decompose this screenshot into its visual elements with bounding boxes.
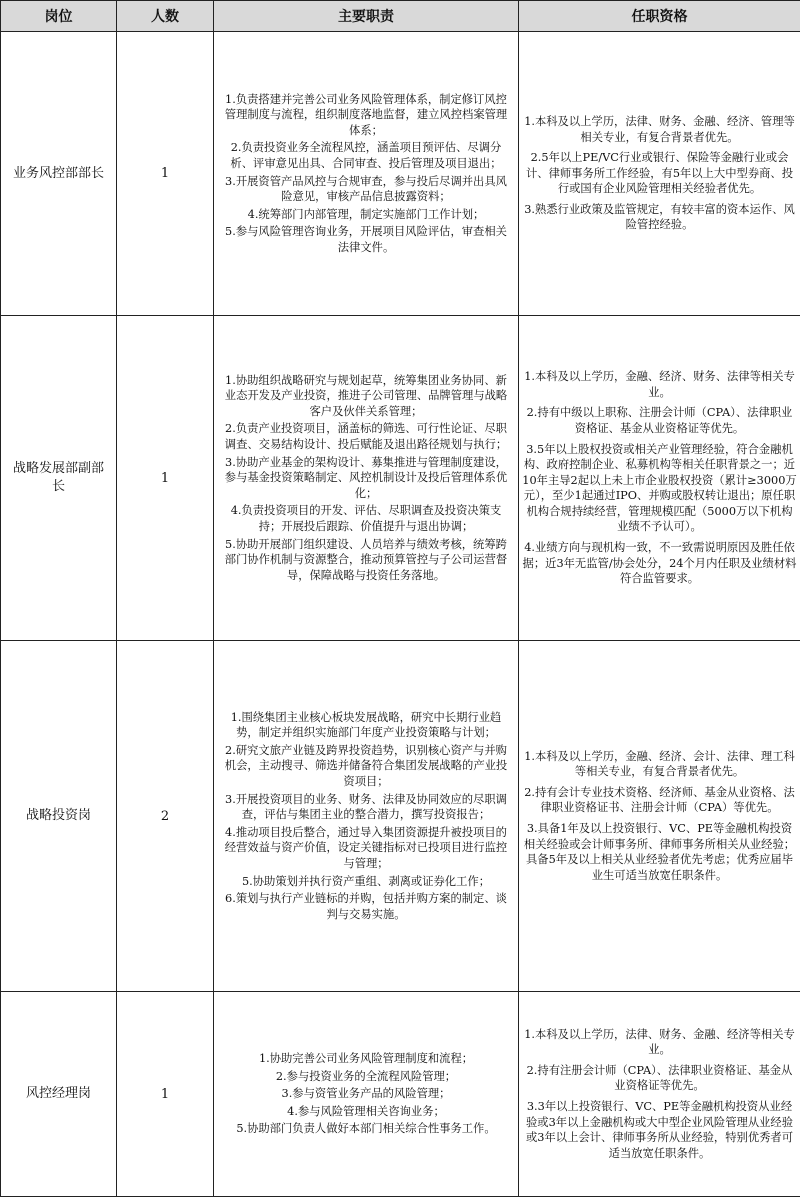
qualifications-cell — [519, 316, 800, 641]
post-cell: 战略发展部副部长 — [1, 316, 117, 641]
post-cell: 业务风控部部长 — [1, 32, 117, 316]
qualifications-cell — [519, 32, 800, 316]
header-row — [1, 1, 800, 32]
table-row — [1, 641, 800, 992]
duty-item: 1.围绕集团主业核心板块发展战略，研究中长期行业趋势，制定并组织实施部门年度产业投资策略与计划； — [230, 710, 502, 740]
duty-item: 5.参与风险管理咨询业务，开展项目风险评估，审查相关法律文件。 — [225, 225, 507, 254]
duties-cell — [214, 992, 519, 1197]
qualification-item: 3.5年以上股权投资或相关产业管理经验，符合金融机构、政府控制企业、私募机构等相关任职背景之一；近10年主导2起以上未上市企业股权投资（累计≥3000万元），至少1起通过IPO、并购或股权转让退出；原任职机构合规持续经营，管理规模匹配（5000万以下机构业绩不予认可）。 — [522, 442, 797, 534]
qualification-item: 3.熟悉行业政策及监管规定，有较丰富的资本运作、风险管控经验。 — [524, 202, 795, 232]
duty-item: 2.负责投资业务全流程风控，涵盖项目预评估、尽调分析、评审意见出具、合同审查、投后管理及项目退出； — [230, 141, 502, 170]
table-row — [1, 992, 800, 1197]
header-duties: 主要职责 — [214, 1, 519, 32]
post-cell: 战略投资岗 — [1, 641, 117, 992]
qualification-item: 2.持有会计专业技术资格、经济师、基金从业资格、法律职业资格证书、注册会计师（CPA）等优先。 — [524, 785, 795, 815]
duty-item: 5.协助部门负责人做好本部门相关综合性事务工作。 — [236, 1122, 496, 1136]
qualification-item: 1.本科及以上学历，金融、经济、会计、法律、理工科等相关专业，有复合背景者优先。 — [524, 749, 795, 779]
qualification-item: 2.持有中级以上职称、注册会计师（CPA）、法律职业资格证、基金从业资格证等优先。 — [526, 406, 793, 435]
qualification-item: 1.本科及以上学历，法律、财务、金融、经济等相关专业。 — [524, 1027, 795, 1057]
duty-item: 4.负责投资项目的开发、评估、尽职调查及投资决策支持；开展投后跟踪、价值提升与退出协调； — [230, 504, 502, 533]
table-row — [1, 32, 800, 316]
duty-item: 3.开展投资项目的业务、财务、法律及协同效应的尽职调查，评估与集团主业的整合潜力，撰写投资报告； — [225, 792, 507, 822]
duty-item: 4.统筹部门内部管理，制定实施部门工作计划； — [247, 207, 485, 221]
duty-item: 2.研究文旅产业链及跨界投资趋势，识别核心资产与并购机会，主动搜寻、筛选并储备符合集团发展战略的产业投资项目； — [224, 743, 508, 789]
duty-item: 3.协助产业基金的架构设计、募集推进与管理制度建设，参与基金投资策略制定、风控机制设计及投后管理体系优化； — [224, 455, 508, 500]
qualification-item: 1.本科及以上学历，法律、财务、金融、经济、管理等相关专业，有复合背景者优先。 — [524, 114, 795, 144]
post-cell: 风控经理岗 — [1, 992, 117, 1197]
qualification-item: 4.业绩方向与现机构一致，不一致需说明原因及胜任依据；近3年无监管/协会处分，24个月内任职及业绩材料符合监管要求。 — [522, 541, 797, 586]
qualification-item: 2.持有注册会计师（CPA）、法律职业资格证、基金从业资格证等优先。 — [526, 1063, 793, 1093]
duty-item: 1.协助完善公司业务风险管理制度和流程； — [258, 1052, 474, 1066]
count-cell: 1 — [117, 316, 214, 641]
count-cell: 1 — [117, 32, 214, 316]
header-count: 人数 — [117, 1, 214, 32]
duty-item: 4.推动项目投后整合，通过导入集团资源提升被投项目的经营效益与资产价值，设定关键指标对已投项目进行监控与管理； — [224, 825, 508, 870]
duty-item: 1.协助组织战略研究与规划起草，统筹集团业务协同、新业态开发及产业投资，推进子公司管理、品牌管理与战略客户及伙伴关系管理； — [224, 373, 508, 418]
qualification-item: 3.具备1年及以上投资银行、VC、PE等金融机构投资相关经验或会计师事务所、律师事务所相关从业经验；具备5年及以上相关从业经验者优先考虑；优秀应届毕业生可适当放宽任职条件。 — [523, 822, 796, 882]
count-cell: 1 — [117, 992, 214, 1197]
table-row — [1, 316, 800, 641]
duty-item: 6.策划与执行产业链标的并购，包括并购方案的制定、谈判与交易实施。 — [225, 892, 507, 921]
duty-item: 5.协助开展部门组织建设、人员培养与绩效考核，统筹跨部门协作机制与资源整合，推动预算管控与子公司运营督导，保障战略与投资任务落地。 — [224, 537, 508, 582]
header-qualifications: 任职资格 — [519, 1, 800, 32]
duty-item: 1.负责搭建并完善公司业务风险管理体系，制定修订风控管理制度与流程，组织制度落地监督，建立风控档案管理体系； — [224, 92, 508, 137]
qualifications-cell — [519, 641, 800, 992]
duty-item: 2.参与投资业务的全流程风险管理； — [275, 1069, 457, 1083]
duties-cell — [214, 32, 519, 316]
qualifications-cell — [519, 992, 800, 1197]
header-post: 岗位 — [1, 1, 117, 32]
duty-item: 4.参与风险管理相关咨询业务； — [287, 1104, 445, 1118]
qualification-item: 2.5年以上PE/VC行业或银行、保险等金融行业或会计、律师事务所工作经验，有5年以上大中型券商、投行或国有企业风险管理相关经验者优先。 — [525, 151, 794, 196]
duty-item: 3.参与资管业务产品的风险管理； — [281, 1087, 451, 1101]
count-cell: 2 — [117, 641, 214, 992]
duties-cell — [214, 316, 519, 641]
duties-cell — [214, 641, 519, 992]
qualification-item: 3.3年以上投资银行、VC、PE等金融机构投资从业经验或3年以上金融机构或大中型企业风险管理从业经验或3年以上会计、律师事务所从业经验，特别优秀者可适当放宽任职条件。 — [525, 1100, 794, 1160]
duty-item: 5.协助策划并执行资产重组、剥离或证券化工作； — [241, 874, 490, 888]
duty-item: 2.负责产业投资项目，涵盖标的筛选、可行性论证、尽职调查、交易结构设计、投后赋能及退出路径规划与执行； — [224, 422, 508, 452]
duty-item: 3.开展资管产品风控与合规审查，参与投后尽调并出具风险意见，审核产品信息披露资料； — [225, 174, 507, 204]
qualification-item: 1.本科及以上学历，金融、经济、财务、法律等相关专业。 — [524, 370, 795, 399]
